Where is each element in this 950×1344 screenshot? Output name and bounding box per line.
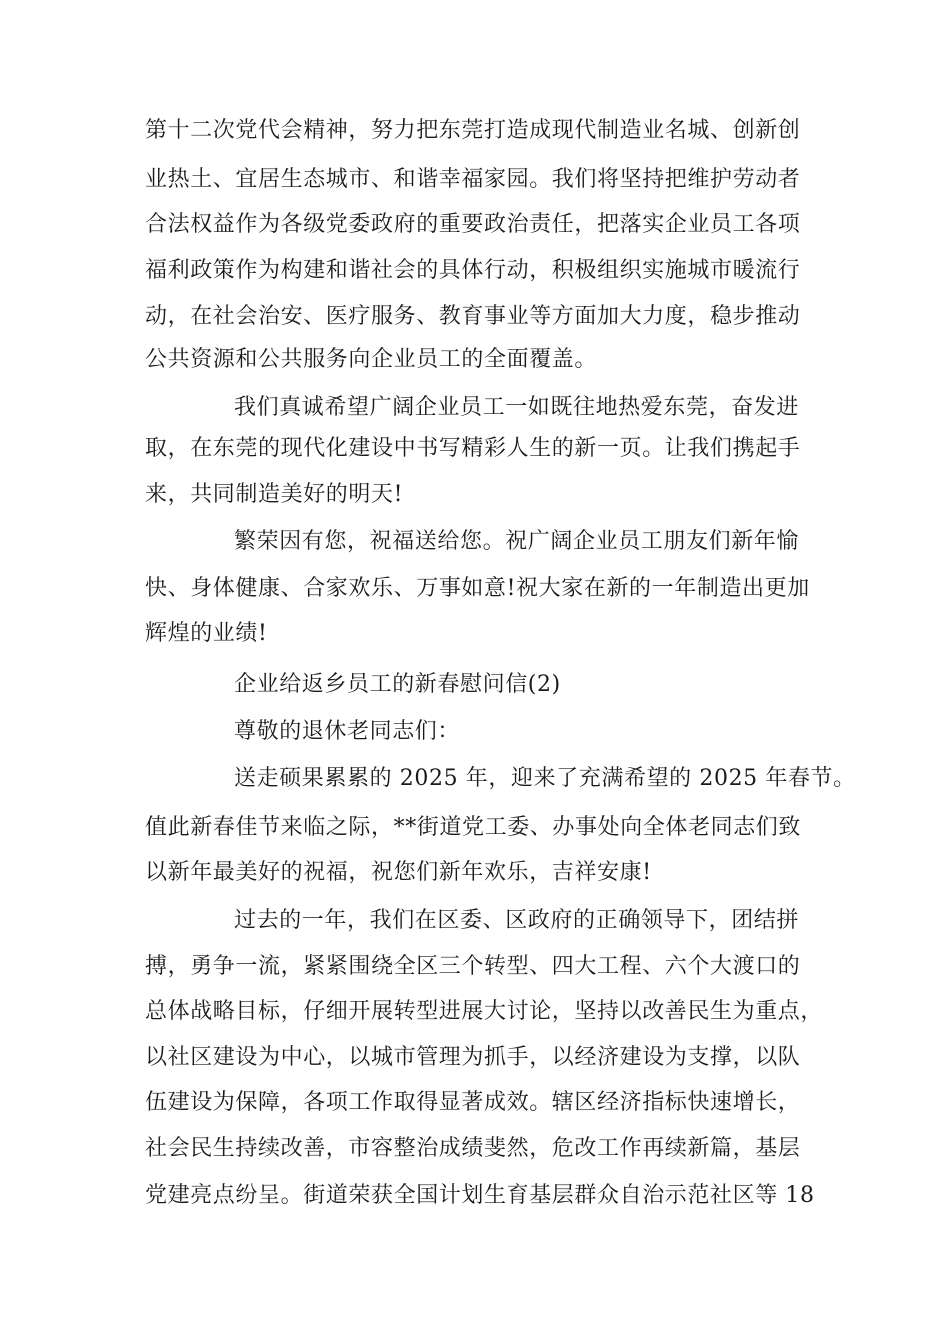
- text-line: 社会民生持续改善，市容整治成绩斐然，危改工作再续新篇，基层: [145, 1136, 801, 1161]
- text-line: 过去的一年，我们在区委、区政府的正确领导下，团结拼: [234, 908, 800, 933]
- text-line: 公共资源和公共服务向企业员工的全面覆盖。: [145, 347, 598, 372]
- text-line: 搏，勇争一流，紧紧围绕全区三个转型、四大工程、六个大渡口的: [145, 954, 801, 979]
- section-title: 企业给返乡员工的新春慰问信(2): [234, 672, 561, 697]
- text-line: 快、身体健康、合家欢乐、万事如意!祝大家在新的一年制造出更加: [145, 576, 810, 601]
- text-line: 总体战略目标，仔细开展转型进展大讨论，坚持以改善民生为重点，: [145, 999, 824, 1024]
- text-line: 第十二次党代会精神，努力把东莞打造成现代制造业名城、创新创: [145, 118, 801, 143]
- text-line: 繁荣因有您，祝福送给您。祝广阔企业员工朋友们新年愉: [234, 529, 800, 554]
- text-line: 伍建设为保障，各项工作取得显著成效。辖区经济指标快速增长，: [145, 1090, 801, 1115]
- text-line: 以社区建设为中心，以城市管理为抓手，以经济建设为支撑，以队: [145, 1045, 801, 1070]
- text-line: 辉煌的业绩!: [145, 621, 268, 646]
- text-line: 福利政策作为构建和谐社会的具体行动，积极组织实施城市暖流行: [145, 258, 801, 283]
- text-line: 党建亮点纷呈。街道荣获全国计划生育基层群众自治示范社区等 18: [145, 1183, 815, 1208]
- text-line: 动，在社会治安、医疗服务、教育事业等方面加大力度，稳步推动: [145, 304, 801, 329]
- text-line: 值此新春佳节来临之际，**街道党工委、办事处向全体老同志们致: [145, 815, 802, 840]
- text-line: 我们真诚希望广阔企业员工一如既往地热爱东莞，奋发进: [234, 395, 800, 420]
- text-line: 送走硕果累累的 2025 年，迎来了充满希望的 2025 年春节。: [234, 766, 856, 791]
- text-line: 合法权益作为各级党委政府的重要政治责任，把落实企业员工各项: [145, 212, 801, 237]
- text-line: 取，在东莞的现代化建设中书写精彩人生的新一页。让我们携起手: [145, 436, 801, 461]
- text-line: 来，共同制造美好的明天!: [145, 482, 404, 507]
- text-line: 业热土、宜居生态城市、和谐幸福家园。我们将坚持把维护劳动者: [145, 167, 801, 192]
- salutation: 尊敬的退休老同志们：: [234, 719, 461, 744]
- text-line: 以新年最美好的祝福，祝您们新年欢乐，吉祥安康!: [145, 860, 652, 885]
